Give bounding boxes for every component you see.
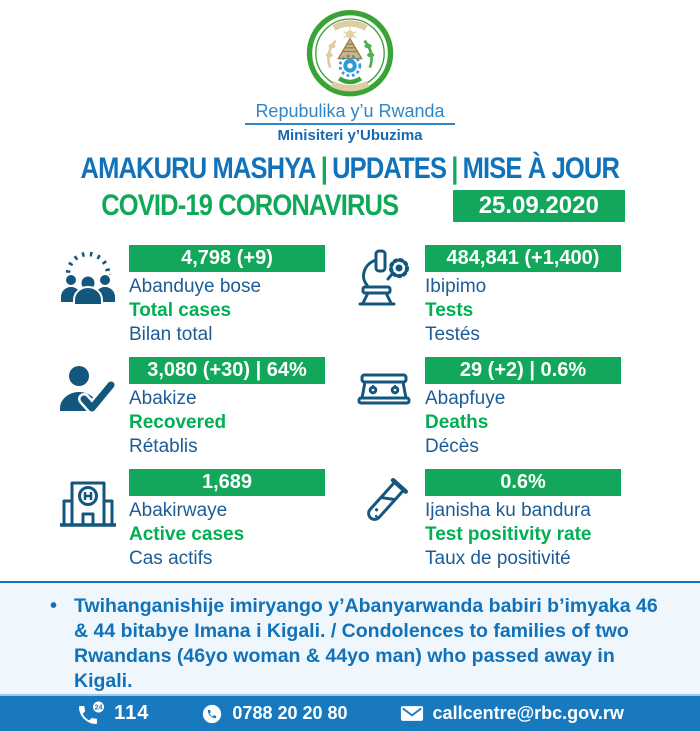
stat-label-en: Deaths: [425, 412, 489, 433]
stat-tests: [352, 245, 648, 347]
stat-label-fr: Rétablis: [129, 436, 198, 457]
stat-value: 1,689: [129, 469, 325, 496]
email-contact: [400, 703, 624, 724]
condolence-text: Twihanganishije imiryango y’Abanyarwanda babiri b’imyaka 46 & 44 bitabye Imana i Kigali. / Condolences to families of two Rwandans (46yo woman & 44yo man) who passed away in Kigali.: [74, 595, 658, 692]
stat-active-cases: [56, 469, 352, 571]
whatsapp-number: 0788 20 20 80: [232, 703, 348, 723]
stat-recovered: [56, 357, 352, 459]
report-date-badge: 25.09.2020: [453, 190, 625, 222]
stats-grid: [56, 245, 700, 571]
email-address: callcentre@rbc.gov.rw: [432, 703, 624, 723]
title-rw: AMAKURU MASHYA: [80, 152, 316, 185]
ministry-name: Minisiteri y’Ubuzima: [277, 127, 423, 144]
stat-value: 4,798 (+9): [129, 245, 325, 272]
stat-label-rw: Abapfuye: [425, 388, 506, 409]
whatsapp-icon: [201, 703, 223, 725]
page-title: [0, 154, 700, 183]
stat-label-en: Active cases: [129, 524, 245, 545]
stat-label-en: Total cases: [129, 300, 232, 321]
title-separator: |: [320, 152, 328, 185]
phone-24h-icon: [76, 701, 105, 727]
stat-label-en: Test positivity rate: [425, 524, 592, 545]
stat-label-rw: Ijanisha ku bandura: [425, 500, 591, 521]
hotline-number: 114: [114, 702, 150, 724]
stat-label-fr: Bilan total: [129, 324, 213, 345]
stat-label-rw: Abakize: [129, 388, 197, 409]
header: [0, 0, 700, 145]
footer-contact-bar: [0, 694, 700, 731]
svg-text:24: 24: [94, 703, 103, 711]
coffin-icon: [352, 357, 418, 423]
stat-value: 0.6%: [425, 469, 621, 496]
stat-deaths: [352, 357, 648, 459]
stat-value: 484,841 (+1,400): [425, 245, 621, 272]
stat-label-en: Tests: [425, 300, 474, 321]
stat-value: 3,080 (+30) | 64%: [129, 357, 325, 384]
stat-label-rw: Abakirwaye: [129, 500, 228, 521]
test-tube-icon: [352, 469, 418, 535]
title-fr: MISE À JOUR: [462, 152, 620, 185]
stat-label-fr: Taux de positivité: [425, 548, 571, 569]
microscope-icon: [352, 245, 418, 311]
person-check-icon: [56, 357, 122, 423]
title-en: UPDATES: [332, 152, 447, 185]
people-virus-icon: [56, 245, 122, 311]
stat-label-rw: Abanduye bose: [129, 276, 262, 297]
email-icon: [400, 704, 424, 723]
stat-label-rw: Ibipimo: [425, 276, 487, 297]
stat-label-fr: Décès: [425, 436, 479, 457]
rwanda-coat-of-arms-icon: [303, 10, 397, 100]
title-separator: |: [451, 152, 458, 185]
hospital-icon: [56, 469, 122, 535]
stat-test-positivity: [352, 469, 648, 571]
country-name: Repubulika y’u Rwanda: [245, 100, 454, 125]
stat-value: 29 (+2) | 0.6%: [425, 357, 621, 384]
condolence-note: [0, 581, 700, 695]
disease-title: COVID-19 CORONAVIRUS: [101, 189, 399, 222]
bullet-point: •: [50, 595, 58, 617]
stat-label-en: Recovered: [129, 412, 227, 433]
stat-label-fr: Testés: [425, 324, 480, 345]
subtitle-row: [0, 189, 700, 223]
stat-label-fr: Cas actifs: [129, 548, 213, 569]
whatsapp-contact: [201, 703, 347, 725]
hotline-contact: [76, 701, 149, 727]
stat-total-cases: [56, 245, 352, 347]
